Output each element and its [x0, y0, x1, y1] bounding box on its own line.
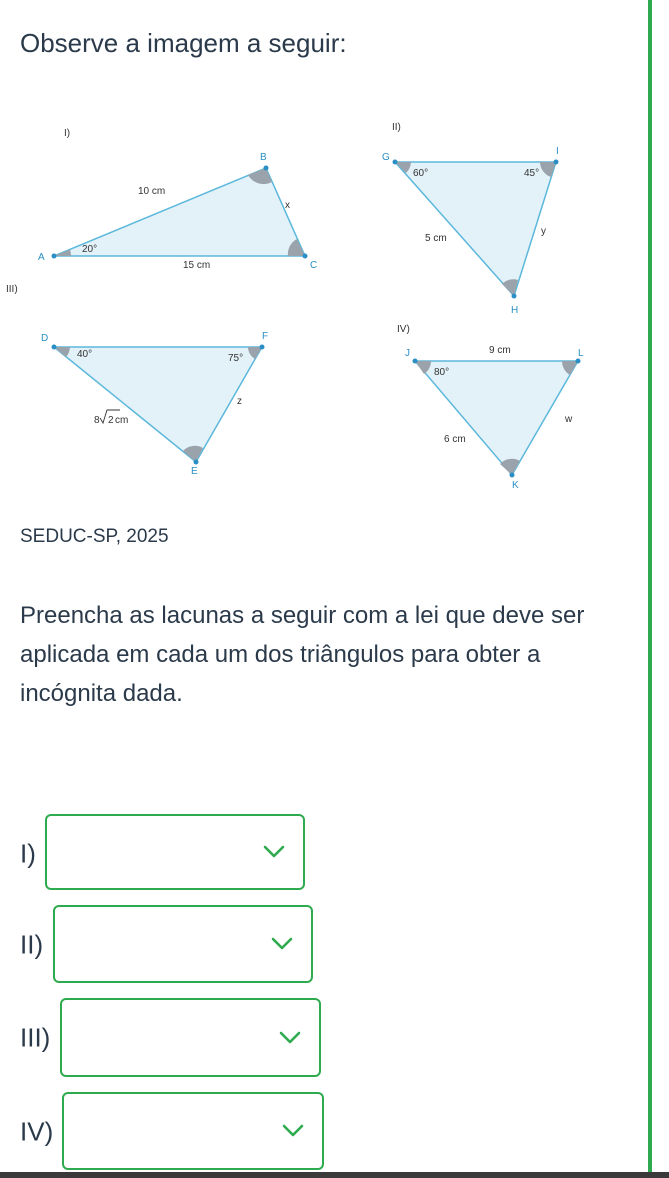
vertex-k-label: K — [512, 480, 519, 491]
vertex-i-label: I — [556, 146, 559, 157]
triangle-2-roman: II) — [392, 122, 401, 133]
vertex-e-label: E — [191, 466, 198, 477]
svg-text:cm: cm — [115, 415, 129, 426]
triangle-1 — [38, 128, 317, 271]
vertex-d-label: D — [41, 333, 49, 344]
svg-text:8: 8 — [94, 415, 100, 426]
right-accent-rail — [648, 0, 652, 1178]
side-ab-label: 10 cm — [138, 186, 166, 197]
answer-dropdown-3[interactable] — [60, 998, 321, 1077]
side-jk-label: 6 cm — [444, 434, 466, 445]
triangles-svg — [0, 110, 640, 500]
vertex-l-label: L — [578, 348, 584, 359]
triangle-4 — [397, 324, 584, 491]
vertex-g-label: G — [382, 152, 390, 163]
answer-label-3: III) — [20, 1022, 51, 1053]
side-jl-label: 9 cm — [489, 345, 511, 356]
answer-row-2 — [20, 905, 320, 985]
side-bc-label: x — [285, 200, 290, 211]
triangle-1-roman: I) — [64, 128, 71, 139]
triangle-2 — [382, 122, 559, 316]
angle-j-label: 80° — [434, 367, 450, 378]
side-de-label — [94, 410, 128, 426]
triangle-3 — [6, 284, 268, 477]
answer-row-3 — [20, 998, 330, 1078]
answer-label-2: II) — [20, 929, 44, 960]
chevron-down-icon — [282, 1124, 304, 1138]
triangle-3-roman: III) — [6, 284, 18, 295]
angle-a-marker — [54, 250, 71, 257]
angle-f-label: 75° — [228, 353, 244, 364]
angle-i-label: 45° — [524, 168, 540, 179]
chevron-down-icon — [279, 1031, 301, 1045]
question-prompt: Observe a imagem a seguir: — [20, 28, 347, 58]
svg-text:2: 2 — [108, 415, 114, 426]
side-ih-label: y — [541, 226, 546, 237]
vertex-a-label: A — [38, 252, 45, 263]
angle-g-label: 60° — [413, 168, 429, 179]
chevron-down-icon — [271, 937, 293, 951]
triangle-4-roman: IV) — [397, 324, 410, 335]
instructions-text: Preencha as lacunas a seguir com a lei que deve ser aplicada em cada um dos triângulos para obter a incógnita dada. — [20, 602, 585, 707]
answer-label-4: IV) — [20, 1116, 54, 1147]
answer-label-1: I) — [20, 838, 36, 869]
chevron-down-icon — [263, 845, 285, 859]
side-lk-label: w — [565, 414, 573, 425]
triangles-figure — [0, 110, 640, 500]
answer-row-1 — [20, 814, 320, 894]
bottom-bar — [0, 1172, 669, 1178]
angle-a-label: 20° — [82, 244, 98, 255]
answer-dropdown-1[interactable] — [45, 814, 305, 890]
answer-row-4 — [20, 1092, 330, 1172]
source-citation: SEDUC-SP, 2025 — [20, 526, 169, 547]
answer-dropdown-4[interactable] — [62, 1092, 324, 1170]
vertex-j-label: J — [405, 348, 410, 359]
answer-dropdown-2[interactable] — [53, 905, 313, 983]
side-fe-label: z — [237, 396, 242, 407]
angle-d-label: 40° — [77, 349, 93, 360]
side-ac-label: 15 cm — [183, 260, 211, 271]
vertex-c-label: C — [310, 260, 318, 271]
vertex-f-label: F — [262, 331, 269, 342]
vertex-b-label: B — [260, 152, 267, 163]
side-gh-label: 5 cm — [425, 233, 447, 244]
vertex-h-label: H — [511, 305, 519, 316]
